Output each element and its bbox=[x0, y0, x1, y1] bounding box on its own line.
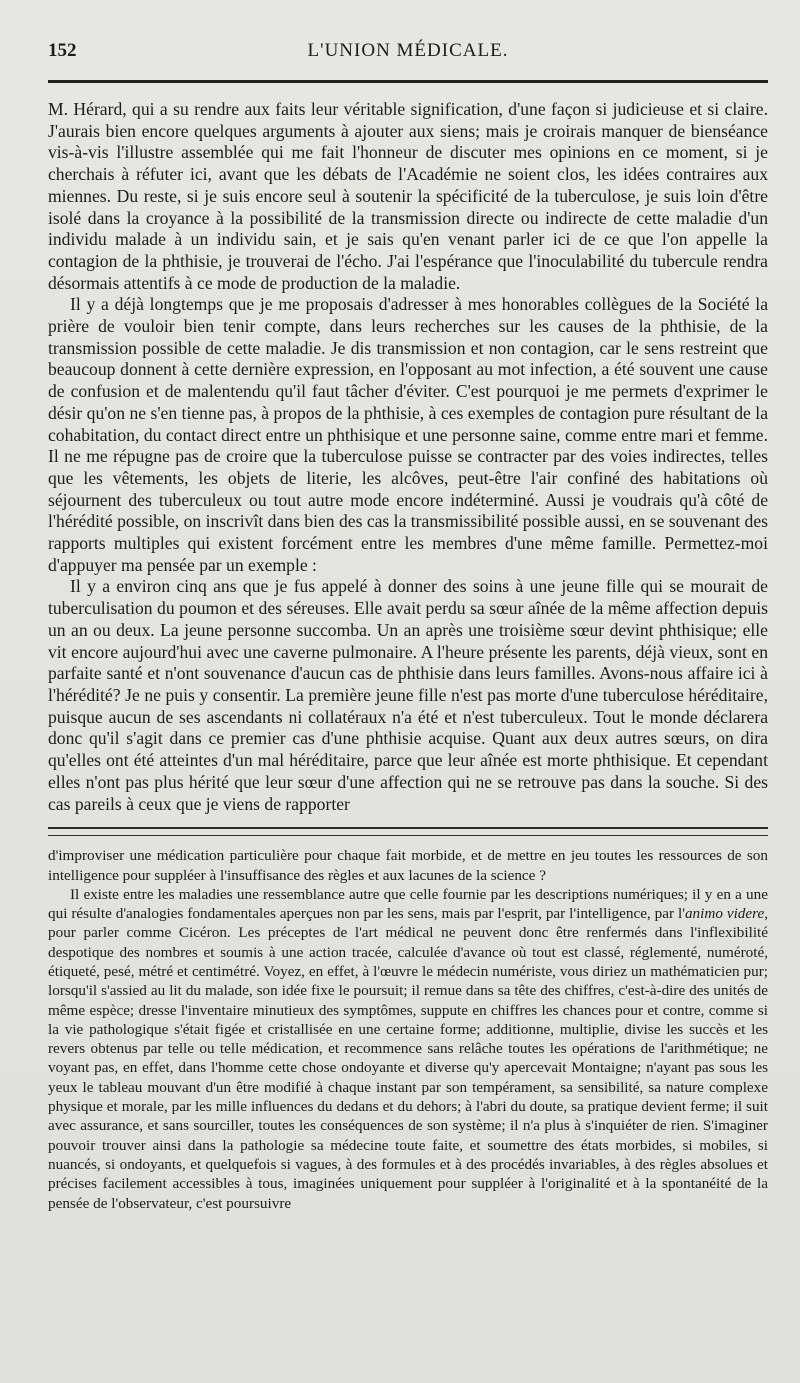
main-text bbox=[48, 99, 768, 815]
feuilleton-paragraph-1: d'improviser une médication particulière pour chaque fait morbide, et de mettre en jeu toutes les ressources de son intelligence pour suppléer à l'insuffisance des règles et aux lacunes de la science ? bbox=[48, 847, 768, 884]
feuilleton-text-run: Il existe entre les maladies une ressemblance autre que celle fournie par les descriptions numériques; il y en a une qui résulte d'analogies fondamentales aperçues non par les sens, mais par l'esprit, par l'intelligence, par l' bbox=[48, 885, 768, 923]
main-paragraph-3: Il y a environ cinq ans que je fus appelé à donner des soins à une jeune fille qui se mourait de tuberculisation du poumon et des séreuses. Elle avait perdu sa sœur aînée de la même affection depuis un an ou deux. La jeune personne succomba. Un an après une troisième sœur devint phthisique; elle vit encore aujourd'hui avec une caverne pulmonaire. A l'heure présente les parents, déjà vieux, sont en parfaite santé et n'ont souvenance d'aucun cas de phthisie dans leurs familles. Avons-nous affaire ici à l'hérédité? Je ne puis y consentir. La première jeune fille n'est pas morte d'une tuberculose héréditaire, puisque aucun de ses ascendants ni collatéraux n'a été et n'est tuberculeux. Tout le monde déclarera donc qu'il s'agit dans ce premier cas d'une phthisie acquise. Quant aux deux autres sœurs, on dira qu'elles ont été atteintes d'un mal héréditaire, parce que leur aînée est morte phthisique. Et cependant elles n'ont pas plus hérité que leur sœur d'une affection qui ne se retrouve pas dans la souche. Si des cas pareils à ceux que je viens de rapporter bbox=[48, 576, 768, 814]
latin-quote: animo videre bbox=[684, 905, 765, 923]
feuilleton-separator bbox=[48, 827, 768, 836]
feuilleton-text-run: , pour parler comme Cicéron. Les préceptes de l'art médical ne peuvent donc être renfermés dans l'inflexibilité despotique des nombres et soumis à une action tracée, calculée d'avance où tout est classé, réglementé, numéroté, étiqueté, pesé, métré et centimétré. Voyez, en effet, à l'œuvre le médecin numériste, vous diriez un mathématicien pur; lorsqu'il s'assied au lit du malade, son idée fixe le poursuit; il remue dans sa tête des chiffres, c'est-à-dire des unités de même espèce; dresse l'inventaire minutieux des symptômes, suppute en chiffres les chances pour et contre, comme si la vie pathologique s'était figée et cristallisée en une certaine forme; additionne, multiplie, divise les succès et les revers obtenus par telle ou telle médication, et recommence sans relâche toutes les opérations de l'arithmétique; ne voyant pas, en effet, dans l'homme cette chose ondoyante et diverse qu'y apercevait Montaigne; n'ayant pas sous les yeux le tableau mouvant d'un être modifié à chaque instant par son tempérament, sa sensibilité, sa nature complexe physique et morale, par les mille influences du dedans et du dehors; à l'abri du doute, sa pratique devient ferme; il suit avec assurance, et sans sourciller, toutes les conséquences de son système; il n'a plus à s'inquiéter de rien. S'imaginer pouvoir trouver ainsi dans la pathologie sa médecine toute faite, et soumettre des états morbides, si mobiles, si nuancés, si ondoyants, et quelquefois si vagues, à des formules et à des procédés invariables, à des règles absolues et précises facilement accessibles à tous, imaginées uniquement pour suppléer à l'originalité et à la spontanéité de la pensée de l'observateur, c'est poursuivre bbox=[48, 905, 769, 1212]
running-title: L'UNION MÉDICALE. bbox=[307, 40, 509, 61]
page-header bbox=[48, 40, 768, 83]
main-paragraph-2: Il y a déjà longtemps que je me proposais d'adresser à mes honorables collègues de la Société la prière de vouloir bien tenir compte, dans leurs recherches sur les causes de la phthisie, de la transmission possible de cette maladie. Je dis transmission et non contagion, car le sens restreint que beaucoup donnent à cette dernière expression, en l'opposant au mot infection, a été souvent une cause de confusion et de malentendu qu'il faut tâcher d'éviter. C'est pourquoi je me permets d'exprimer le désir qu'on ne s'en tienne pas, à propos de la phthisie, à ces exemples de contagion pure résultant de la cohabitation, du contact direct entre un phthisique et une personne saine, comme entre mari et femme. Il ne me répugne pas de croire que la tuberculose puisse se contracter par des voies indirectes, telles que les vêtements, les objets de literie, les alcôves, peut-être l'air confiné des habitations où séjournent des tuberculeux ou tout autre mode encore indéterminé. Aussi je voudrais qu'à côté de l'hérédité possible, on inscrivît dans bien des cas la transmissibilité possible aussi, en se souvenant des rapports multiples qui existent forcément entre les membres d'une même famille. Permettez-moi d'appuyer ma pensée par un exemple : bbox=[48, 294, 768, 575]
page-number: 152 bbox=[48, 40, 77, 61]
feuilleton-text bbox=[48, 846, 768, 1213]
main-paragraph-1: M. Hérard, qui a su rendre aux faits leur véritable signification, d'une façon si judicieuse et si claire. J'aurais bien encore quelques arguments à ajouter aux siens; mais je croirais manquer de bienséance vis-à-vis l'illustre assemblée qui me fait l'honneur de discuter mes opinions en ce moment, si je cherchais à réfuter ici, avant que les débats de l'Académie ne soient clos, les idées contraires aux miennes. Du reste, si je suis encore seul à soutenir la spécificité de la tuberculose, je suis loin d'être isolé dans la croyance à la possibilité de la transmission directe ou indirecte de cette maladie d'un individu malade à un individu sain, et je sais qu'en venant parler ici de ce que l'on appelle la contagion de la phthisie, je trouverai de l'écho. J'ai l'espérance que l'inoculabilité du tubercule rendra désormais attentifs à ce mode de production de la maladie. bbox=[48, 99, 768, 293]
feuilleton-paragraph-2 bbox=[48, 885, 768, 1213]
